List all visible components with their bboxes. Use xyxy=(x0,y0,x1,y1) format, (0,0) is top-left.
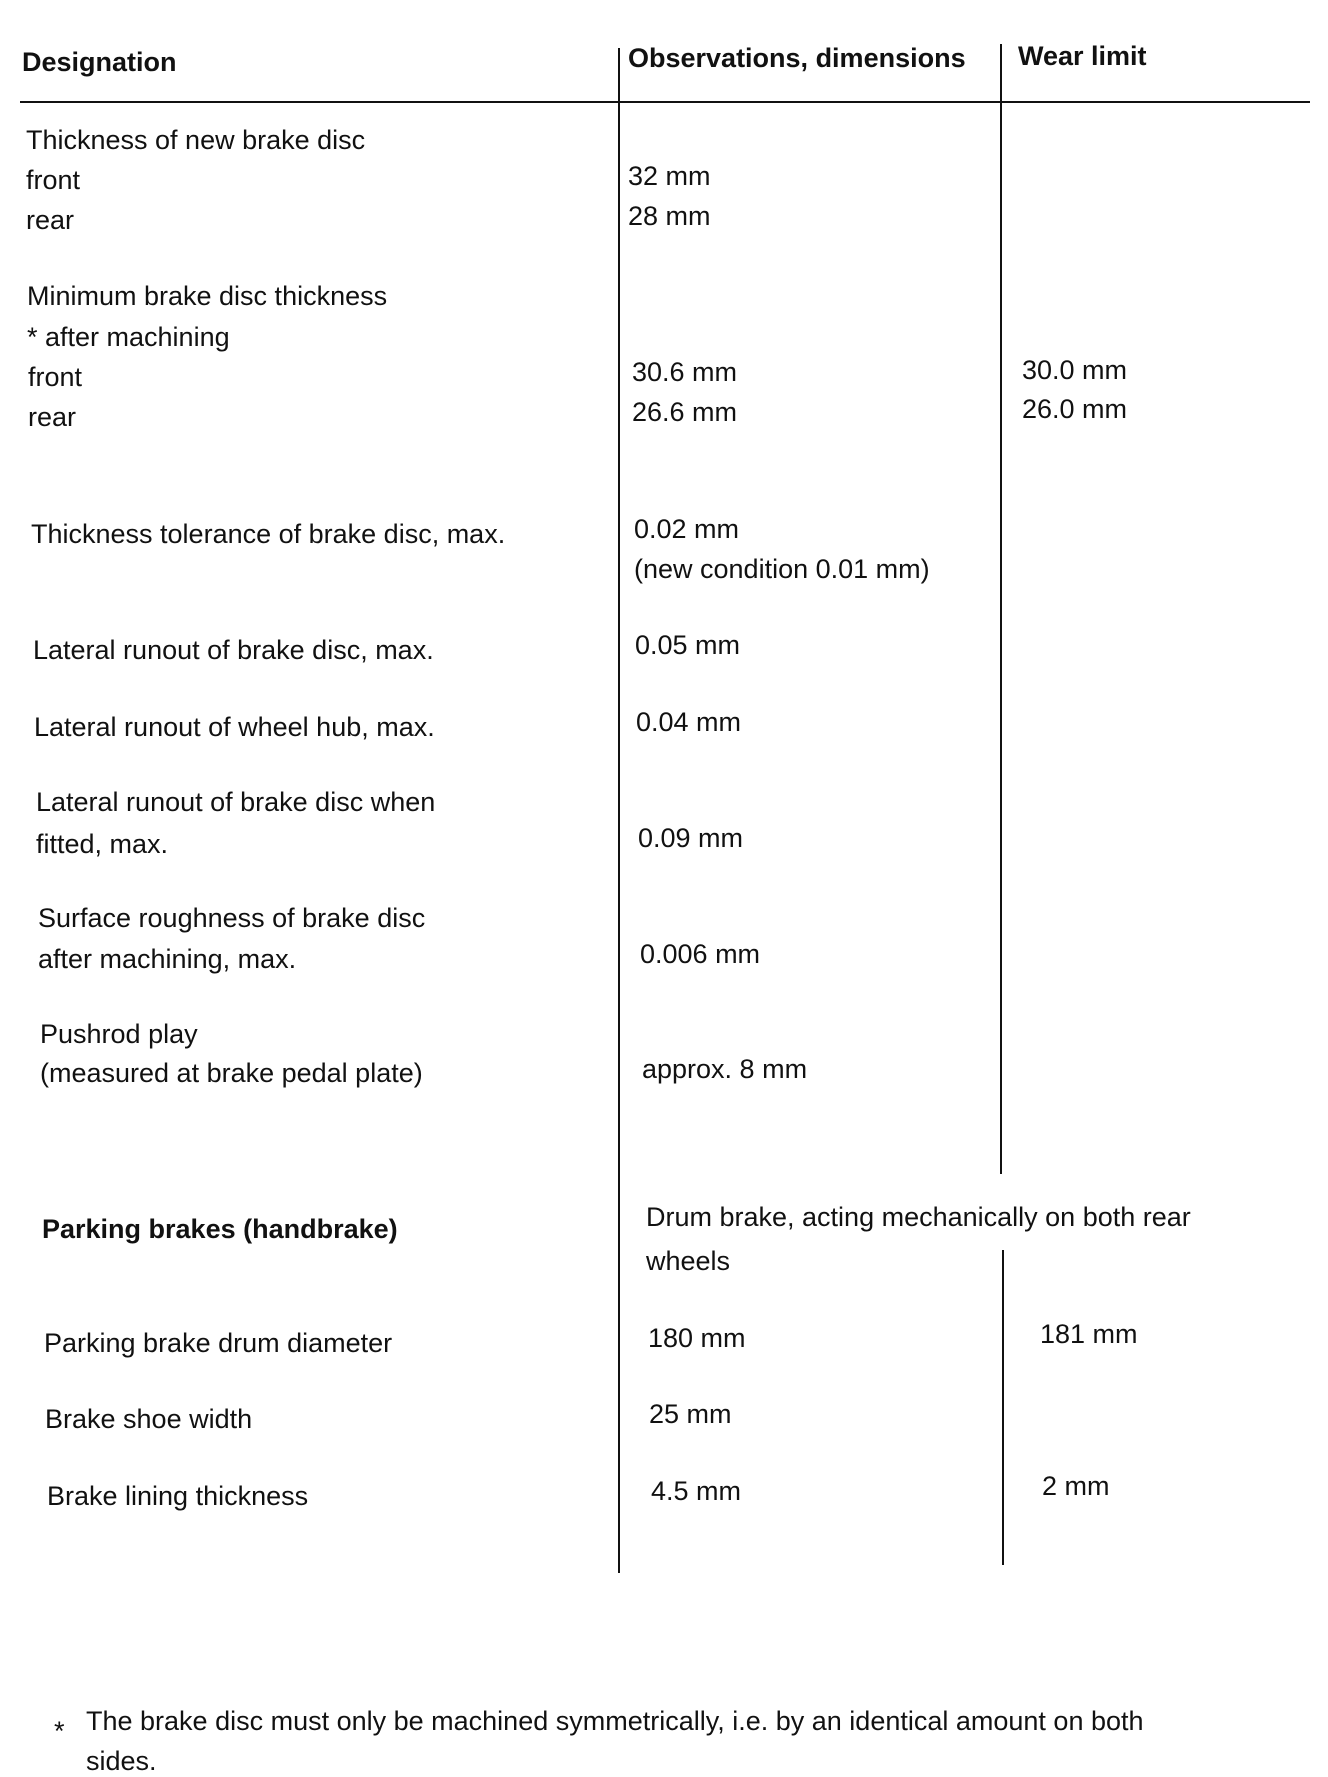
min-disc-front-value: 30.6 mm xyxy=(632,357,738,387)
drum-diameter-value: 180 mm xyxy=(648,1323,746,1353)
parking-brakes-label: Parking brakes (handbrake) xyxy=(42,1214,398,1244)
runout-fitted-label-line1: Lateral runout of brake disc when xyxy=(36,787,436,817)
pushrod-value: approx. 8 mm xyxy=(642,1054,808,1084)
tolerance-value: 0.02 mm xyxy=(634,514,740,544)
min-disc-rear-label: rear xyxy=(28,402,77,432)
footnote-line2: sides. xyxy=(86,1746,157,1776)
new-disc-label: Thickness of new brake disc xyxy=(26,125,366,155)
new-disc-rear-label: rear xyxy=(26,205,75,235)
min-disc-rear-value: 26.6 mm xyxy=(632,397,738,427)
header-observations: Observations, dimensions xyxy=(628,43,966,73)
column-divider-left xyxy=(618,48,620,1573)
min-disc-rear-wear: 26.0 mm xyxy=(1022,394,1128,424)
header-designation: Designation xyxy=(22,47,177,77)
header-wear-limit: Wear limit xyxy=(1018,41,1147,71)
parking-brakes-value-line2: wheels xyxy=(646,1246,731,1276)
runout-hub-value: 0.04 mm xyxy=(636,707,742,737)
drum-diameter-label: Parking brake drum diameter xyxy=(44,1328,393,1358)
runout-disc-value: 0.05 mm xyxy=(635,630,741,660)
new-disc-front-label: front xyxy=(26,165,81,195)
pushrod-label-line2: (measured at brake pedal plate) xyxy=(40,1058,423,1088)
lining-thickness-label: Brake lining thickness xyxy=(47,1481,309,1511)
footnote-marker: * xyxy=(54,1716,65,1746)
roughness-value: 0.006 mm xyxy=(640,939,761,969)
roughness-label-line1: Surface roughness of brake disc xyxy=(38,903,426,933)
drum-diameter-wear: 181 mm xyxy=(1040,1319,1138,1349)
header-divider xyxy=(20,101,1310,103)
pushrod-label-line1: Pushrod play xyxy=(40,1019,198,1049)
min-disc-label: Minimum brake disc thickness xyxy=(27,281,388,311)
runout-fitted-label-line2: fitted, max. xyxy=(36,829,169,859)
parking-brakes-value-line1: Drum brake, acting mechanically on both rear xyxy=(646,1202,1191,1232)
runout-hub-label: Lateral runout of wheel hub, max. xyxy=(34,712,435,742)
footnote-line1: The brake disc must only be machined symmetrically, i.e. by an identical amount on both xyxy=(86,1706,1144,1736)
min-disc-front-label: front xyxy=(28,362,83,392)
roughness-label-line2: after machining, max. xyxy=(38,944,297,974)
column-divider-right-lower xyxy=(1002,1250,1004,1565)
lining-thickness-value: 4.5 mm xyxy=(651,1476,742,1506)
column-divider-right-upper xyxy=(1000,44,1002,1174)
shoe-width-label: Brake shoe width xyxy=(45,1404,253,1434)
min-disc-front-wear: 30.0 mm xyxy=(1022,355,1128,385)
tolerance-value-new: (new condition 0.01 mm) xyxy=(634,554,930,584)
new-disc-front-value: 32 mm xyxy=(628,161,711,191)
runout-fitted-value: 0.09 mm xyxy=(638,823,744,853)
lining-thickness-wear: 2 mm xyxy=(1042,1471,1110,1501)
shoe-width-value: 25 mm xyxy=(649,1399,732,1429)
min-disc-after-label: * after machining xyxy=(27,322,230,352)
new-disc-rear-value: 28 mm xyxy=(628,201,711,231)
tolerance-label: Thickness tolerance of brake disc, max. xyxy=(31,519,506,549)
runout-disc-label: Lateral runout of brake disc, max. xyxy=(33,635,434,665)
